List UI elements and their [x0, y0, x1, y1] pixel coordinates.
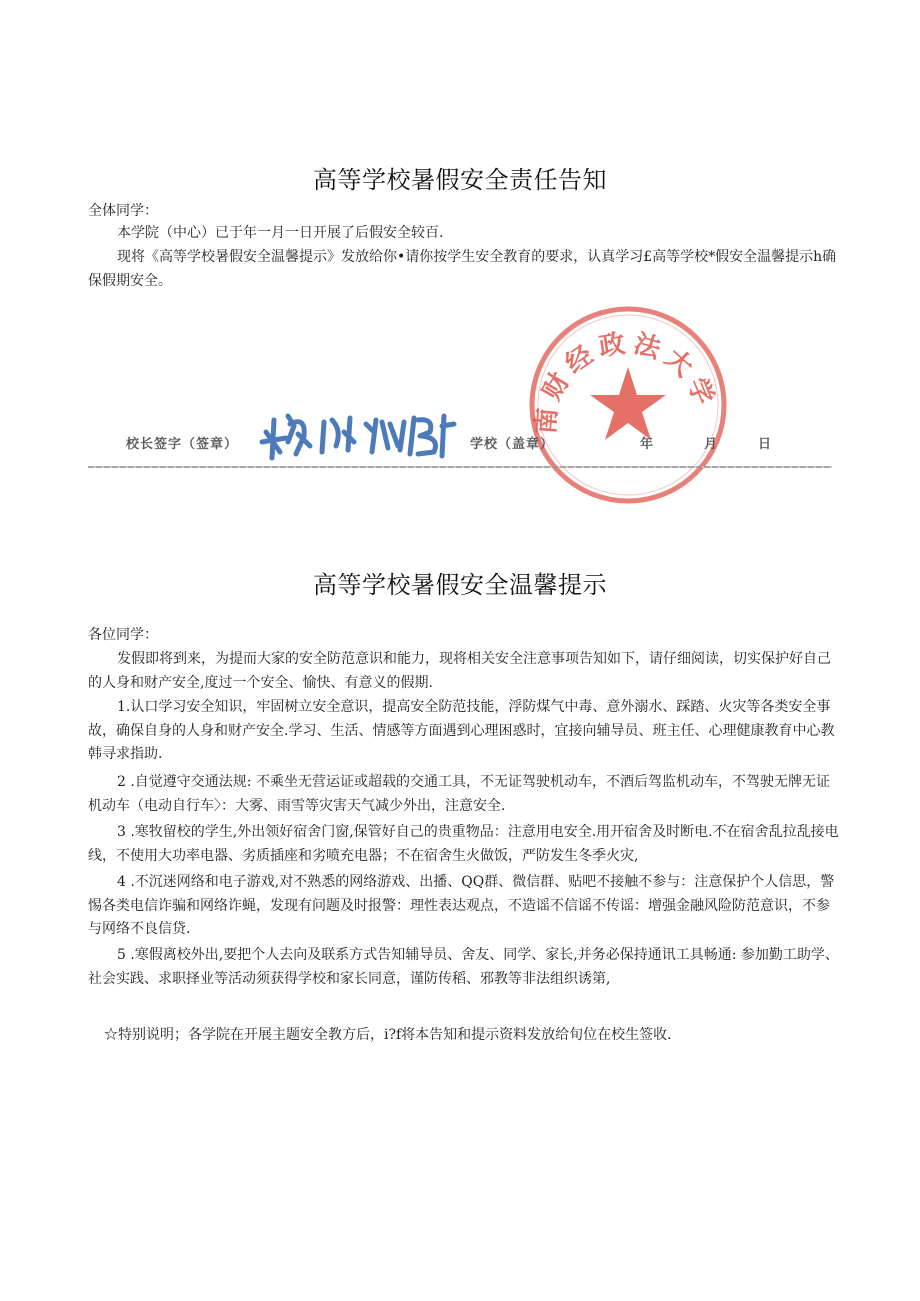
seal-text: 南财经政法大学: [531, 328, 722, 436]
tips-salutation: 各位同学：: [88, 627, 158, 643]
tips-item: 4 .不沉迷网络和电子游戏,对不熟悉的网络游戏、出播、QQ群、微信群、贴吧不接触不参与：注意保护个人信思，警惕各类电信诈骗和网络诈蝇，发现有问题及时报警：理性表达观点，不造谣不信谣不传谣：增强金融风险防范意识，不参与网络不良信贷.: [88, 874, 835, 937]
special-note: ☆特别说明；各学院在开展主题安全教方后，i?f将本告知和提示资料发放给旬位在校生签收.: [104, 1027, 672, 1043]
signature-divider-line: [88, 466, 832, 468]
seal-star-icon: [590, 367, 666, 440]
principal-signature: [258, 402, 458, 466]
notice-paragraph: 本学院（中心）已于年一月一日开展了后假安全较百.: [117, 225, 444, 241]
tips-item: 3 .寒牧留校的学生,外出领好宿舍门窗,保管好自己的贵重物品：注意用电安全.用开宿舍及时断电.不在宿舍乱拉乱接电线，不使用大功率电器、劣质插座和劣喷充电器；不在宿舍生火做饭，严防发生冬季火灾,: [88, 824, 839, 864]
date-day-label: 日: [758, 437, 773, 452]
notice-paragraph: 现将《高等学校暑假安全温馨提示》发放给你•请你按学生安全教育的要求，认真学习£高等学校*假安全温馨提示h确保假期安全。: [88, 249, 837, 289]
date-month-label: 月: [704, 437, 719, 452]
date-year-label: 年: [640, 437, 655, 452]
notice-title: 高等学校暑假安全责任告知: [313, 166, 607, 194]
tips-item: 1.认口学习安全知识，牢固树立安全意识，提高安全防范技能，浮防煤气中毒、意外溺水、踩踏、火灾等各类安全事故，确保自身的人身和财产安全.学习、生活、情感等方面遇到心理困惑时，宜接向辅导员、班主任、心理健康教育中心教韩寻求指助.: [88, 699, 835, 762]
tips-title: 高等学校暑假安全温馨提示: [313, 571, 607, 599]
school-seal-stamp: [520, 305, 738, 505]
principal-signature-label: 校长签字（签章）: [126, 437, 239, 452]
tips-intro: 发假即将到来，为提而大家的安全防范意识和能力，现将相关安全注意事项告知如下，请仔细阅读，切实保护好自己的人身和财产安全,度过一个安全、愉快、有意义的假期.: [88, 651, 831, 691]
tips-item: 2 .自觉遵守交通法规: 不乘坐无营运证或超载的交通工具，不无证驾驶机动车，不酒后驾监机动车，不驾驶无牌无证机动车（电动自行车〉：大雾、雨雪等灾害天气减少外出，注意安全.: [88, 774, 830, 814]
notice-salutation: 全体同学：: [88, 203, 158, 219]
school-seal-label: 学校（盖章）: [470, 437, 555, 452]
tips-item: 5 .寒假离校外出,要把个人去向及联系方式告知辅导员、舍友、同学、家长,并务必保持通讯工具畅通: 参加勤工助学、社会实践、求职择业等活动须获得学校和家长同意，谨防传稻、邪教等非法组织诱第,: [88, 947, 839, 987]
